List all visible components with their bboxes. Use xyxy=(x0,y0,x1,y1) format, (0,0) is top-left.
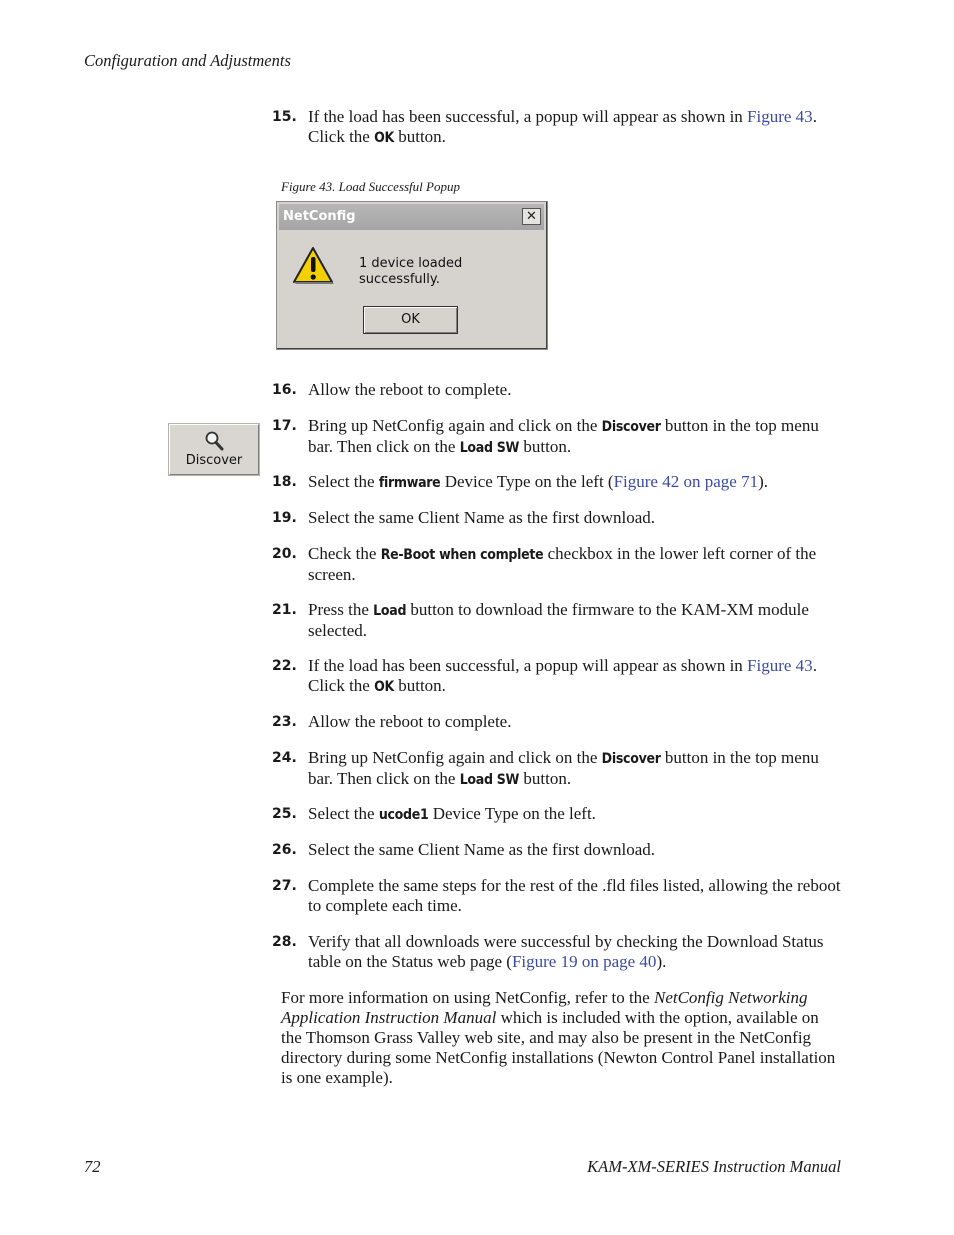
step-number: 19. xyxy=(272,510,297,526)
figure-link[interactable]: Figure 43 xyxy=(747,656,813,675)
ok-button[interactable]: OK xyxy=(363,306,458,334)
step-number: 22. xyxy=(272,658,297,674)
step-28 xyxy=(272,932,847,972)
command-label: Discover xyxy=(601,751,661,767)
step-number: 26. xyxy=(272,842,297,858)
step-text: Bring up NetConfig again and click on the Discover button in the top menu bar. Then click on the Load SW button. xyxy=(308,748,819,788)
step-text: Check the Re-Boot when complete checkbox in the lower left corner of the screen. xyxy=(308,544,817,584)
dialog-titlebar xyxy=(279,204,544,230)
manual-reference: NetConfig Networking Application Instruction Manual xyxy=(281,988,808,1027)
step-text: Select the same Client Name as the first download. xyxy=(308,840,655,859)
command-label: OK xyxy=(374,130,394,146)
step-number: 23. xyxy=(272,714,297,730)
step-23 xyxy=(272,712,847,732)
step-21 xyxy=(272,600,847,641)
step-number: 21. xyxy=(272,602,297,618)
command-label: Discover xyxy=(601,419,661,435)
step-number: 18. xyxy=(272,474,297,490)
page-number: 72 xyxy=(84,1157,101,1176)
close-icon[interactable]: ✕ xyxy=(522,208,541,225)
discover-label: Discover xyxy=(185,453,243,468)
command-label: Re-Boot when complete xyxy=(380,547,544,563)
step-27 xyxy=(272,876,847,916)
command-label: Load xyxy=(373,603,407,619)
dialog-message: 1 device loaded successfully. xyxy=(359,256,463,287)
step-16 xyxy=(272,380,847,400)
step-text: Select the firmware Device Type on the left (Figure 42 on page 71). xyxy=(308,472,768,491)
step-15 xyxy=(272,107,847,148)
step-number: 24. xyxy=(272,750,297,766)
load-successful-dialog xyxy=(276,201,548,350)
figure-link[interactable]: Figure 42 on page 71 xyxy=(613,472,759,491)
step-number: 27. xyxy=(272,878,297,894)
manual-title: KAM-XM-SERIES Instruction Manual xyxy=(587,1157,841,1176)
step-text: Complete the same steps for the rest of the .fld files listed, allowing the reboot to complete each time. xyxy=(308,876,841,915)
step-24 xyxy=(272,748,847,790)
step-number: 16. xyxy=(272,382,297,398)
step-19 xyxy=(272,508,847,528)
step-text: Press the Load button to download the firmware to the KAM-XM module selected. xyxy=(308,600,809,640)
dialog-title: NetConfig xyxy=(283,209,356,224)
step-22 xyxy=(272,656,847,697)
step-text: Allow the reboot to complete. xyxy=(308,380,512,399)
command-label: OK xyxy=(374,679,394,695)
step-text: Select the ucode1 Device Type on the left. xyxy=(308,804,596,823)
step-number: 17. xyxy=(272,418,297,434)
step-17 xyxy=(272,416,847,458)
step-number: 15. xyxy=(272,109,297,125)
command-label: Load SW xyxy=(459,440,520,456)
step-20 xyxy=(272,544,847,585)
magnifier-icon xyxy=(203,430,225,452)
step-text: If the load has been successful, a popup will appear as shown in Figure 43. Click the OK button. xyxy=(308,656,817,695)
figure-caption: Figure 43. Load Successful Popup xyxy=(281,179,460,194)
command-label: firmware xyxy=(378,475,441,491)
step-number: 28. xyxy=(272,934,297,950)
step-text: Bring up NetConfig again and click on the Discover button in the top menu bar. Then click on the Load SW button. xyxy=(308,416,819,456)
step-number: 25. xyxy=(272,806,297,822)
figure-link[interactable]: Figure 19 on page 40 xyxy=(511,952,657,971)
step-number: 20. xyxy=(272,546,297,562)
step-text: Verify that all downloads were successful by checking the Download Status table on the Status web page (Figure 19 on page 40). xyxy=(308,932,824,971)
step-25 xyxy=(272,804,847,825)
closing-paragraph: For more information on using NetConfig, refer to the NetConfig Networking Application Instruction Manual which is included with the option, available on the Thomson Grass Valley web site, and may also be present in the NetConfig directory during some NetConfig installations (Newton Control Panel installation is one example). xyxy=(281,988,836,1087)
warning-triangle-icon xyxy=(292,246,334,284)
command-label: Load SW xyxy=(459,772,520,788)
command-label: ucode1 xyxy=(378,807,429,823)
step-26 xyxy=(272,840,847,860)
figure-link[interactable]: Figure 43 xyxy=(747,107,813,126)
step-18 xyxy=(272,472,847,493)
discover-button[interactable] xyxy=(169,424,259,475)
step-text: Select the same Client Name as the first download. xyxy=(308,508,655,527)
step-text: If the load has been successful, a popup will appear as shown in Figure 43. Click the OK button. xyxy=(308,107,817,146)
running-head: Configuration and Adjustments xyxy=(84,51,291,70)
step-text: Allow the reboot to complete. xyxy=(308,712,512,731)
